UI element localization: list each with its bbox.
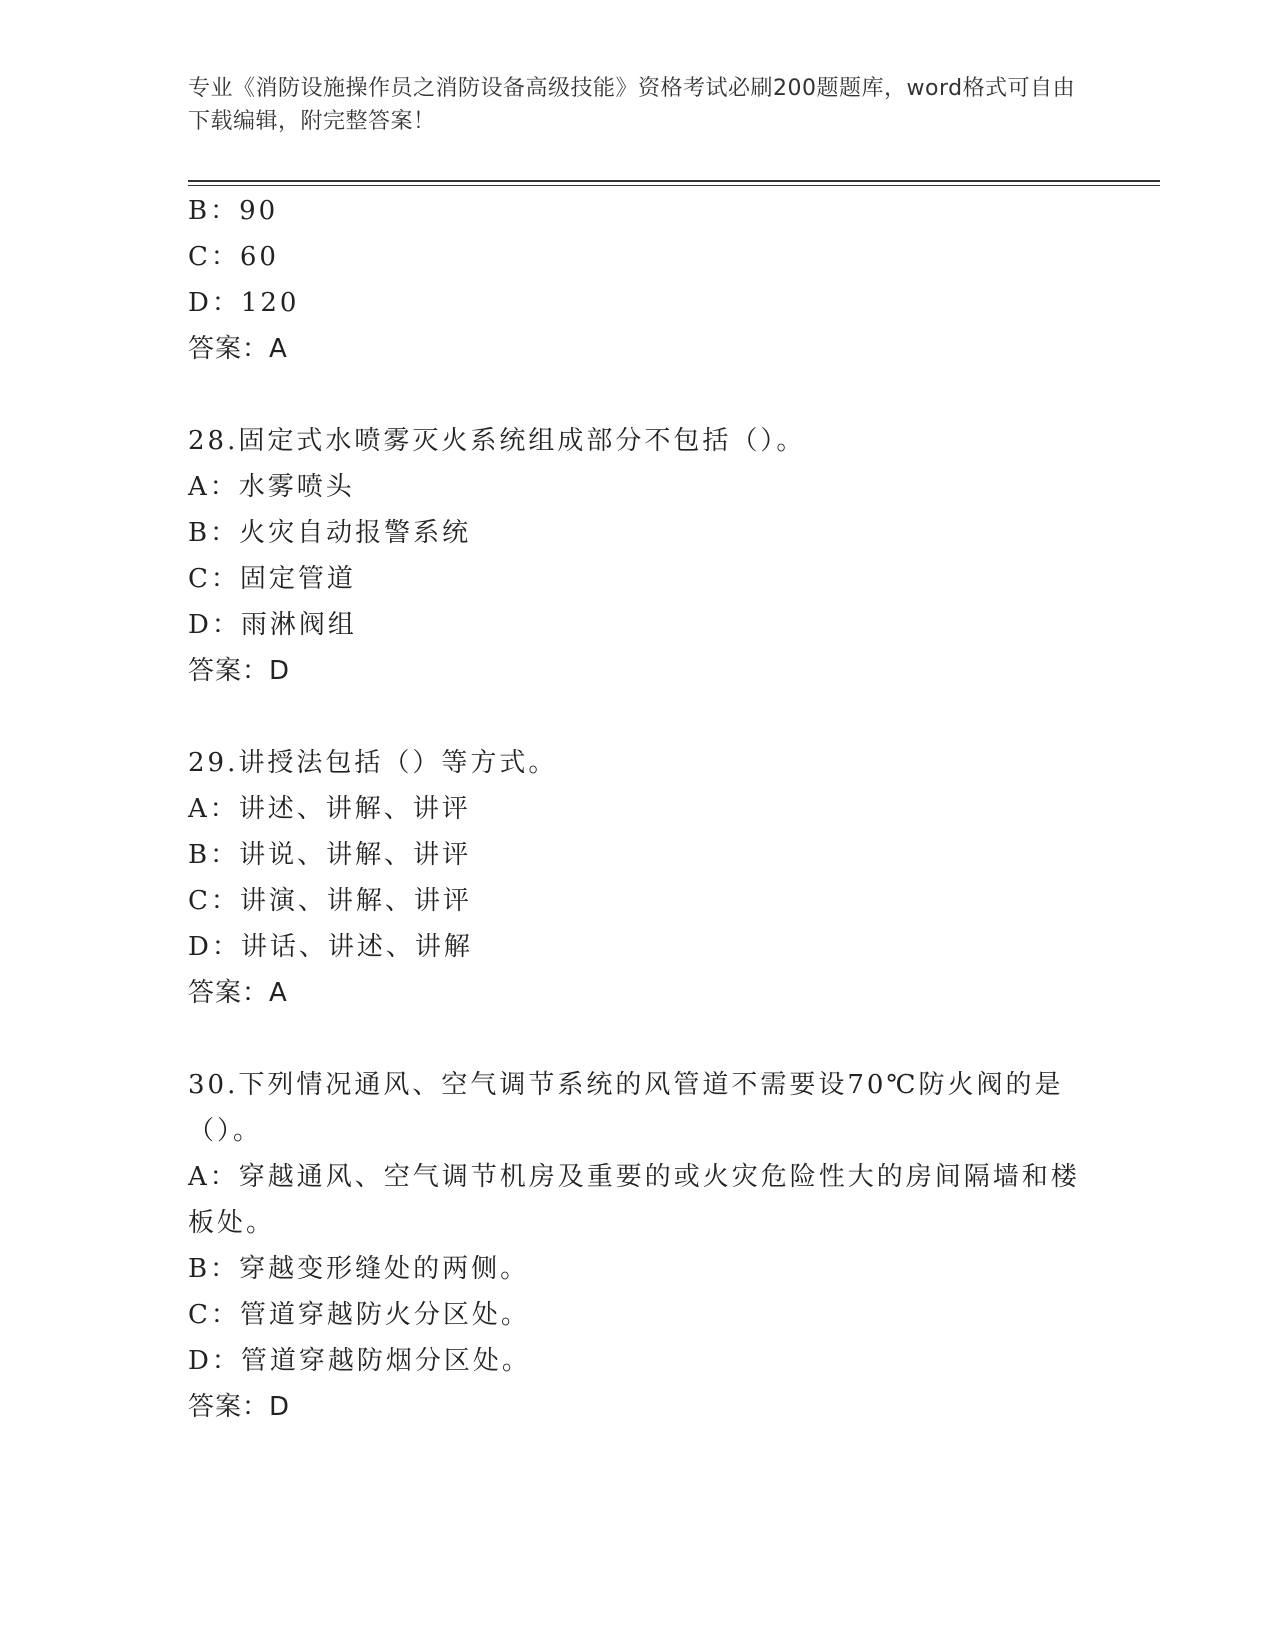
option-a: A：穿越通风、空气调节机房及重要的或火灾危险性大的房间隔墙和楼板处。 xyxy=(188,1162,1080,1238)
option-c: C：60 xyxy=(188,242,279,272)
question-30 xyxy=(188,1062,1088,1430)
option-c: C：固定管道 xyxy=(188,564,356,594)
answer: 答案：A xyxy=(188,978,288,1008)
question-list xyxy=(188,188,1088,1430)
option-c: C：管道穿越防火分区处。 xyxy=(188,1300,530,1330)
option-d: D：管道穿越防烟分区处。 xyxy=(188,1346,531,1376)
question-stem: 30.下列情况通风、空气调节系统的风管道不需要设70℃防火阀的是（）。 xyxy=(188,1070,1064,1146)
document-header: 专业《消防设施操作员之消防设备高级技能》资格考试必刷200题题库，word格式可自由下载编辑，附完整答案！ xyxy=(188,76,1076,134)
option-b: B：讲说、讲解、讲评 xyxy=(188,840,472,870)
option-c: C：讲演、讲解、讲评 xyxy=(188,886,472,916)
question-stem: 28.固定式水喷雾灭火系统组成部分不包括（）。 xyxy=(188,426,806,456)
option-d: D：雨淋阀组 xyxy=(188,610,357,640)
option-b: B：穿越变形缝处的两侧。 xyxy=(188,1254,530,1284)
header-divider-thick xyxy=(188,180,1160,182)
option-a: A：水雾喷头 xyxy=(188,472,355,502)
option-b: B：90 xyxy=(188,196,279,226)
question-stem: 29.讲授法包括（）等方式。 xyxy=(188,748,558,778)
answer: 答案：A xyxy=(188,334,288,364)
answer: 答案：D xyxy=(188,1392,291,1422)
option-d: D：讲话、讲述、讲解 xyxy=(188,932,473,962)
option-b: B：火灾自动报警系统 xyxy=(188,518,472,548)
answer: 答案：D xyxy=(188,656,291,686)
partial-question xyxy=(188,188,1088,372)
question-28 xyxy=(188,418,1088,694)
header-divider-thin xyxy=(188,185,1160,186)
option-a: A：讲述、讲解、讲评 xyxy=(188,794,471,824)
option-d: D：120 xyxy=(188,288,300,318)
question-29 xyxy=(188,740,1088,1016)
